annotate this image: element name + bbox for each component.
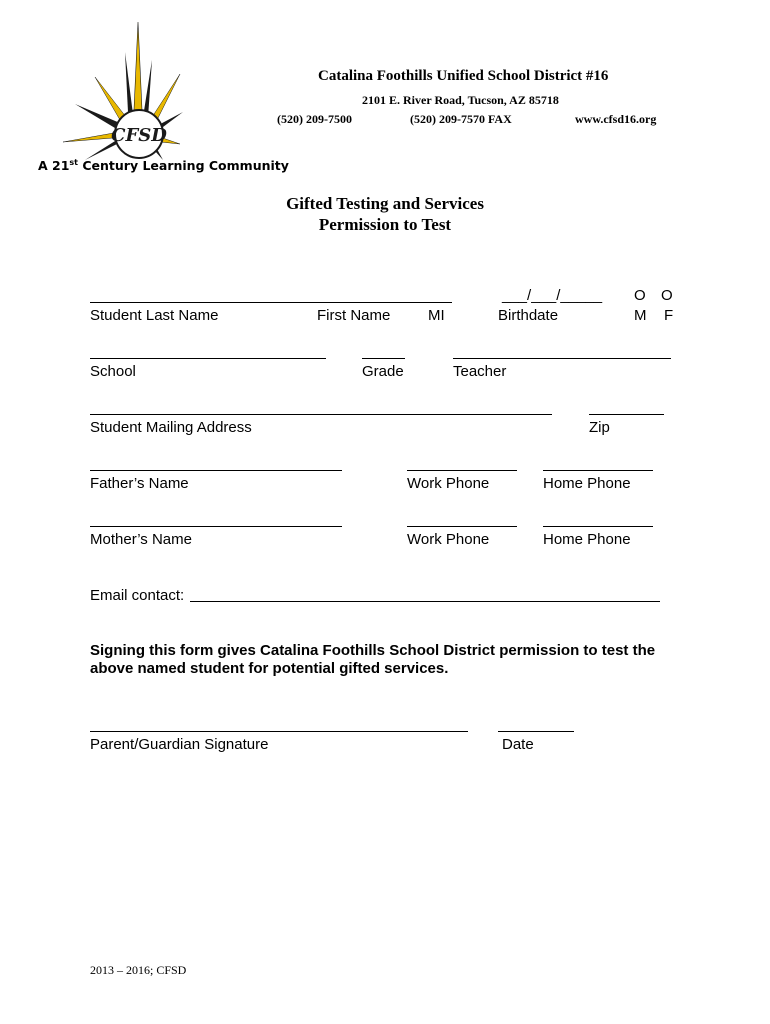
grade-line[interactable] bbox=[362, 358, 405, 359]
date-line[interactable] bbox=[498, 731, 574, 732]
teacher-line[interactable] bbox=[453, 358, 671, 359]
birthdate-blank[interactable]: ___/___/_____ bbox=[502, 287, 603, 304]
form-title: Gifted Testing and Services bbox=[286, 194, 484, 213]
form-subtitle: Permission to Test bbox=[318, 215, 452, 234]
first-name-label: First Name bbox=[317, 307, 391, 324]
mother-work-phone-label: Work Phone bbox=[407, 531, 490, 548]
father-name-line[interactable] bbox=[90, 470, 342, 471]
father-work-phone-line[interactable] bbox=[407, 470, 517, 471]
mailing-address-label: Student Mailing Address bbox=[90, 419, 252, 436]
gender-female-radio[interactable]: O bbox=[661, 287, 673, 304]
logo-text: CFSD bbox=[111, 125, 167, 146]
mother-name-line[interactable] bbox=[90, 526, 342, 527]
email-line[interactable] bbox=[190, 601, 660, 602]
cfsd-logo bbox=[55, 22, 185, 162]
tagline-sup: st bbox=[69, 158, 79, 167]
father-home-phone-line[interactable] bbox=[543, 470, 653, 471]
tagline bbox=[38, 158, 289, 173]
district-website: www.cfsd16.org bbox=[575, 112, 657, 126]
signature-line[interactable] bbox=[90, 731, 468, 732]
zip-label: Zip bbox=[589, 419, 610, 436]
mi-label: MI bbox=[428, 307, 445, 324]
male-label: M bbox=[634, 307, 647, 324]
father-work-phone-label: Work Phone bbox=[407, 475, 490, 492]
tagline-prefix: A 21 bbox=[38, 158, 70, 174]
grade-label: Grade bbox=[362, 363, 404, 380]
mother-work-phone-line[interactable] bbox=[407, 526, 517, 527]
father-home-phone-label: Home Phone bbox=[543, 475, 631, 492]
teacher-label: Teacher bbox=[453, 363, 507, 380]
footer-text: 2013 – 2016; CFSD bbox=[90, 963, 187, 977]
zip-line[interactable] bbox=[589, 414, 664, 415]
mailing-address-line[interactable] bbox=[90, 414, 552, 415]
district-phone: (520) 209-7500 bbox=[277, 112, 352, 126]
email-label: Email contact: bbox=[90, 587, 185, 604]
father-name-label: Father’s Name bbox=[90, 475, 189, 492]
tagline-suffix: Century Learning Community bbox=[78, 158, 289, 174]
permission-statement-line1: Signing this form gives Catalina Foothills School District permission to test the bbox=[90, 642, 656, 659]
school-label: School bbox=[90, 363, 136, 380]
mother-home-phone-line[interactable] bbox=[543, 526, 653, 527]
birthdate-label: Birthdate bbox=[498, 307, 559, 324]
student-last-name-label: Student Last Name bbox=[90, 307, 219, 324]
date-label: Date bbox=[502, 736, 534, 753]
gender-male-radio[interactable]: O bbox=[634, 287, 646, 304]
signature-label: Parent/Guardian Signature bbox=[90, 736, 269, 753]
female-label: F bbox=[664, 307, 674, 324]
district-fax: (520) 209-7570 FAX bbox=[410, 112, 512, 126]
mother-name-label: Mother’s Name bbox=[90, 531, 192, 548]
permission-statement-line2: above named student for potential gifted services. bbox=[90, 660, 449, 677]
mother-home-phone-label: Home Phone bbox=[543, 531, 631, 548]
student-name-line[interactable] bbox=[90, 302, 452, 303]
district-address: 2101 E. River Road, Tucson, AZ 85718 bbox=[362, 93, 559, 107]
district-name: Catalina Foothills Unified School District #16 bbox=[318, 68, 609, 84]
school-line[interactable] bbox=[90, 358, 326, 359]
